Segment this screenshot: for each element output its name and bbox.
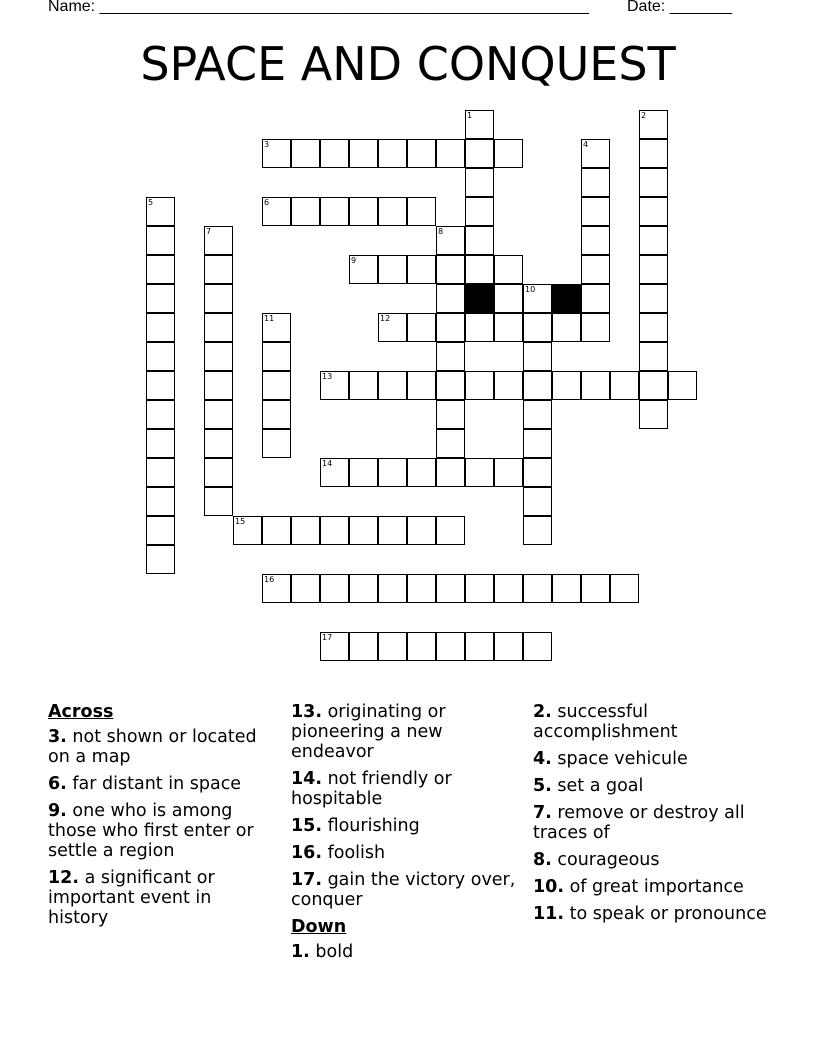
crossword-cell[interactable] (146, 197, 175, 226)
crossword-cell[interactable] (581, 197, 610, 226)
crossword-cell[interactable] (349, 255, 378, 284)
clues-column-1 (48, 702, 276, 935)
down-heading: Down (291, 917, 347, 937)
crossword-cell[interactable] (639, 342, 668, 371)
crossword-cell[interactable] (407, 255, 436, 284)
clue-item-number: 16. (291, 843, 323, 863)
crossword-cell[interactable] (378, 313, 407, 342)
crossword-cell[interactable] (523, 632, 552, 661)
crossword-cell[interactable] (552, 313, 581, 342)
crossword-cell[interactable] (146, 487, 175, 516)
clue-item-text: one who is among those who first enter or settle a region (48, 801, 254, 861)
crossword-cell[interactable] (378, 371, 407, 400)
crossword-cell[interactable] (494, 632, 523, 661)
crossword-cell[interactable] (523, 284, 552, 313)
crossword-cell[interactable] (146, 458, 175, 487)
crossword-cell[interactable] (291, 197, 320, 226)
clue-item-text: not shown or located on a map (48, 727, 257, 767)
crossword-cell[interactable] (349, 632, 378, 661)
crossword-cell[interactable] (204, 313, 233, 342)
crossword-cell[interactable] (523, 516, 552, 545)
crossword-cell[interactable] (349, 197, 378, 226)
crossword-cell[interactable] (262, 574, 291, 603)
crossword-cell[interactable] (349, 574, 378, 603)
crossword-cell[interactable] (523, 574, 552, 603)
crossword-cell[interactable] (233, 516, 262, 545)
crossword-cell[interactable] (407, 139, 436, 168)
clues-column-2 (291, 702, 519, 969)
crossword-cell[interactable] (436, 342, 465, 371)
clue-item-text: not friendly or hospitable (291, 769, 452, 809)
black-cell (465, 284, 494, 313)
clue-item (533, 850, 773, 870)
clue-item-number: 4. (533, 749, 552, 769)
black-cell (552, 284, 581, 313)
crossword-cell[interactable] (639, 197, 668, 226)
clue-number: 12 (380, 314, 391, 323)
clue-number: 10 (525, 285, 536, 294)
clue-item-number: 1. (291, 942, 310, 962)
crossword-cell[interactable] (639, 110, 668, 139)
clue-item-number: 2. (533, 702, 552, 722)
crossword-cell[interactable] (262, 400, 291, 429)
crossword-cell[interactable] (581, 168, 610, 197)
crossword-cell[interactable] (204, 342, 233, 371)
crossword-cell[interactable] (494, 255, 523, 284)
clue-number: 7 (206, 227, 212, 236)
crossword-cell[interactable] (465, 197, 494, 226)
across-clue-list (48, 727, 276, 928)
crossword-cell[interactable] (407, 371, 436, 400)
crossword-cell[interactable] (320, 458, 349, 487)
clue-item-number: 15. (291, 816, 323, 836)
crossword-cell[interactable] (639, 255, 668, 284)
clue-number: 6 (264, 198, 270, 207)
crossword-cell[interactable] (146, 342, 175, 371)
crossword-cell[interactable] (204, 487, 233, 516)
puzzle-title: SPACE AND CONQUEST (140, 37, 676, 91)
crossword-cell[interactable] (581, 371, 610, 400)
clue-number: 2 (641, 111, 647, 120)
clue-item (533, 877, 773, 897)
clue-item-number: 3. (48, 727, 67, 747)
clue-item-number: 10. (533, 877, 565, 897)
clue-item (533, 776, 773, 796)
clue-number: 8 (438, 227, 444, 236)
crossword-cell[interactable] (378, 458, 407, 487)
clue-item (291, 942, 519, 962)
crossword-cell[interactable] (262, 429, 291, 458)
crossword-cell[interactable] (436, 313, 465, 342)
crossword-cell[interactable] (494, 371, 523, 400)
crossword-cell[interactable] (639, 226, 668, 255)
crossword-cell[interactable] (436, 255, 465, 284)
clue-item (291, 843, 519, 863)
crossword-cell[interactable] (581, 226, 610, 255)
clue-item (533, 904, 773, 924)
crossword-cell[interactable] (436, 574, 465, 603)
clue-item (291, 816, 519, 836)
crossword-cell[interactable] (407, 574, 436, 603)
clue-item-text: to speak or pronounce (564, 904, 767, 924)
clue-item-number: 6. (48, 774, 67, 794)
crossword-cell[interactable] (465, 255, 494, 284)
crossword-cell[interactable] (465, 313, 494, 342)
crossword-cell[interactable] (146, 400, 175, 429)
crossword-cell[interactable] (639, 371, 668, 400)
crossword-cell[interactable] (262, 139, 291, 168)
clue-item-number: 14. (291, 769, 323, 789)
clues-column-3 (533, 702, 773, 931)
clue-item-text: foolish (322, 843, 386, 863)
crossword-cell[interactable] (349, 458, 378, 487)
crossword-cell[interactable] (523, 487, 552, 516)
clue-number: 13 (322, 372, 333, 381)
clue-item (533, 749, 773, 769)
crossword-cell[interactable] (146, 545, 175, 574)
crossword-cell[interactable] (436, 516, 465, 545)
crossword-cell[interactable] (262, 342, 291, 371)
crossword-cell[interactable] (610, 574, 639, 603)
clue-number: 9 (351, 256, 357, 265)
crossword-cell[interactable] (349, 139, 378, 168)
crossword-cell[interactable] (407, 197, 436, 226)
crossword-cell[interactable] (320, 516, 349, 545)
crossword-cell[interactable] (523, 429, 552, 458)
crossword-cell[interactable] (639, 400, 668, 429)
crossword-cell[interactable] (262, 197, 291, 226)
crossword-cell[interactable] (204, 371, 233, 400)
crossword-cell[interactable] (494, 574, 523, 603)
clue-item-number: 8. (533, 850, 552, 870)
crossword-cell[interactable] (639, 168, 668, 197)
crossword-cell[interactable] (291, 516, 320, 545)
clue-item-text: gain the victory over, conquer (291, 870, 516, 910)
crossword-cell[interactable] (204, 458, 233, 487)
clue-number: 17 (322, 633, 333, 642)
crossword-cell[interactable] (320, 371, 349, 400)
clue-item-number: 5. (533, 776, 552, 796)
crossword-cell[interactable] (146, 516, 175, 545)
clue-item (48, 774, 276, 794)
clue-item (533, 702, 773, 742)
clue-item (291, 870, 519, 910)
crossword-cell[interactable] (581, 574, 610, 603)
crossword-cell[interactable] (639, 139, 668, 168)
crossword-cell[interactable] (494, 458, 523, 487)
crossword-cell[interactable] (494, 284, 523, 313)
crossword-cell[interactable] (523, 371, 552, 400)
crossword-cell[interactable] (378, 139, 407, 168)
crossword-cell[interactable] (523, 342, 552, 371)
crossword-cell[interactable] (581, 139, 610, 168)
crossword-cell[interactable] (465, 371, 494, 400)
crossword-cell[interactable] (465, 226, 494, 255)
crossword-cell[interactable] (262, 516, 291, 545)
crossword-cell[interactable] (465, 110, 494, 139)
crossword-cell[interactable] (465, 458, 494, 487)
crossword-cell[interactable] (320, 632, 349, 661)
crossword-cell[interactable] (465, 632, 494, 661)
clue-item (48, 727, 276, 767)
crossword-cell[interactable] (465, 139, 494, 168)
crossword-cell[interactable] (291, 139, 320, 168)
clue-item (291, 702, 519, 762)
across-heading: Across (48, 702, 114, 722)
clue-item (533, 803, 773, 843)
crossword-cell[interactable] (436, 371, 465, 400)
clue-number: 4 (583, 140, 589, 149)
crossword-cell[interactable] (436, 458, 465, 487)
clue-number: 1 (467, 111, 473, 120)
clue-item (48, 868, 276, 928)
crossword-cell[interactable] (378, 255, 407, 284)
down-clue-list (291, 942, 519, 962)
clue-item-text: far distant in space (66, 774, 242, 794)
crossword-cell[interactable] (436, 632, 465, 661)
crossword-cell[interactable] (146, 371, 175, 400)
clue-item-text: of great importance (564, 877, 744, 897)
crossword-cell[interactable] (204, 284, 233, 313)
crossword-cell[interactable] (146, 284, 175, 313)
clue-item-number: 13. (291, 702, 323, 722)
across-clue-list-continued (291, 702, 519, 910)
crossword-cell[interactable] (639, 313, 668, 342)
crossword-cell[interactable] (436, 400, 465, 429)
crossword-cell[interactable] (378, 632, 407, 661)
crossword-cell[interactable] (146, 226, 175, 255)
date-field[interactable]: Date: _______ (627, 0, 732, 15)
crossword-cell[interactable] (262, 371, 291, 400)
crossword-cell[interactable] (407, 632, 436, 661)
crossword-cell[interactable] (378, 574, 407, 603)
clue-number: 16 (264, 575, 275, 584)
crossword-cell[interactable] (320, 574, 349, 603)
clue-item-text: bold (309, 942, 354, 962)
crossword-cell[interactable] (610, 371, 639, 400)
name-field[interactable]: Name: _______________________________________________________ (48, 0, 589, 15)
clue-number: 14 (322, 459, 333, 468)
clue-item-number: 11. (533, 904, 565, 924)
crossword-cell[interactable] (378, 516, 407, 545)
clue-item-text: courageous (551, 850, 660, 870)
crossword-cell[interactable] (349, 371, 378, 400)
clue-item-text: flourishing (322, 816, 420, 836)
crossword-cell[interactable] (436, 284, 465, 313)
crossword-cell[interactable] (407, 516, 436, 545)
crossword-cell[interactable] (581, 313, 610, 342)
crossword-cell[interactable] (581, 284, 610, 313)
crossword-cell[interactable] (146, 255, 175, 284)
crossword-cell[interactable] (465, 574, 494, 603)
clue-item-number: 7. (533, 803, 552, 823)
crossword-cell[interactable] (262, 313, 291, 342)
crossword-cell[interactable] (465, 168, 494, 197)
crossword-cell[interactable] (523, 458, 552, 487)
crossword-cell[interactable] (407, 313, 436, 342)
clue-item-text: originating or pioneering a new endeavor (291, 702, 446, 762)
crossword-cell[interactable] (523, 400, 552, 429)
clue-item-number: 17. (291, 870, 323, 890)
crossword-cell[interactable] (436, 226, 465, 255)
crossword-cell[interactable] (668, 371, 697, 400)
crossword-cell[interactable] (552, 371, 581, 400)
clue-item (291, 769, 519, 809)
clue-number: 15 (235, 517, 246, 526)
crossword-cell[interactable] (291, 574, 320, 603)
crossword-cell[interactable] (146, 429, 175, 458)
clue-item-number: 12. (48, 868, 80, 888)
crossword-cell[interactable] (204, 226, 233, 255)
clue-item-text: a significant or important event in history (48, 868, 215, 928)
clue-number: 3 (264, 140, 270, 149)
clue-item-text: set a goal (551, 776, 644, 796)
crossword-cell[interactable] (320, 197, 349, 226)
crossword-cell[interactable] (494, 313, 523, 342)
clue-number: 11 (264, 314, 275, 323)
crossword-cell[interactable] (494, 139, 523, 168)
crossword-cell[interactable] (204, 429, 233, 458)
clue-item-number: 9. (48, 801, 67, 821)
crossword-cell[interactable] (436, 429, 465, 458)
clue-item-text: successful accomplishment (533, 702, 678, 742)
down-clue-list-continued (533, 702, 773, 924)
crossword-cell[interactable] (204, 255, 233, 284)
crossword-cell[interactable] (378, 197, 407, 226)
crossword-cell[interactable] (320, 139, 349, 168)
crossword-cell[interactable] (581, 255, 610, 284)
crossword-cell[interactable] (204, 400, 233, 429)
clue-item-text: space vehicule (551, 749, 688, 769)
crossword-cell[interactable] (146, 313, 175, 342)
crossword-cell[interactable] (523, 313, 552, 342)
clue-item-text: remove or destroy all traces of (533, 803, 745, 843)
clue-number: 5 (148, 198, 154, 207)
crossword-cell[interactable] (436, 139, 465, 168)
crossword-cell[interactable] (639, 284, 668, 313)
clue-item (48, 801, 276, 861)
crossword-cell[interactable] (349, 516, 378, 545)
crossword-cell[interactable] (552, 574, 581, 603)
crossword-cell[interactable] (407, 458, 436, 487)
